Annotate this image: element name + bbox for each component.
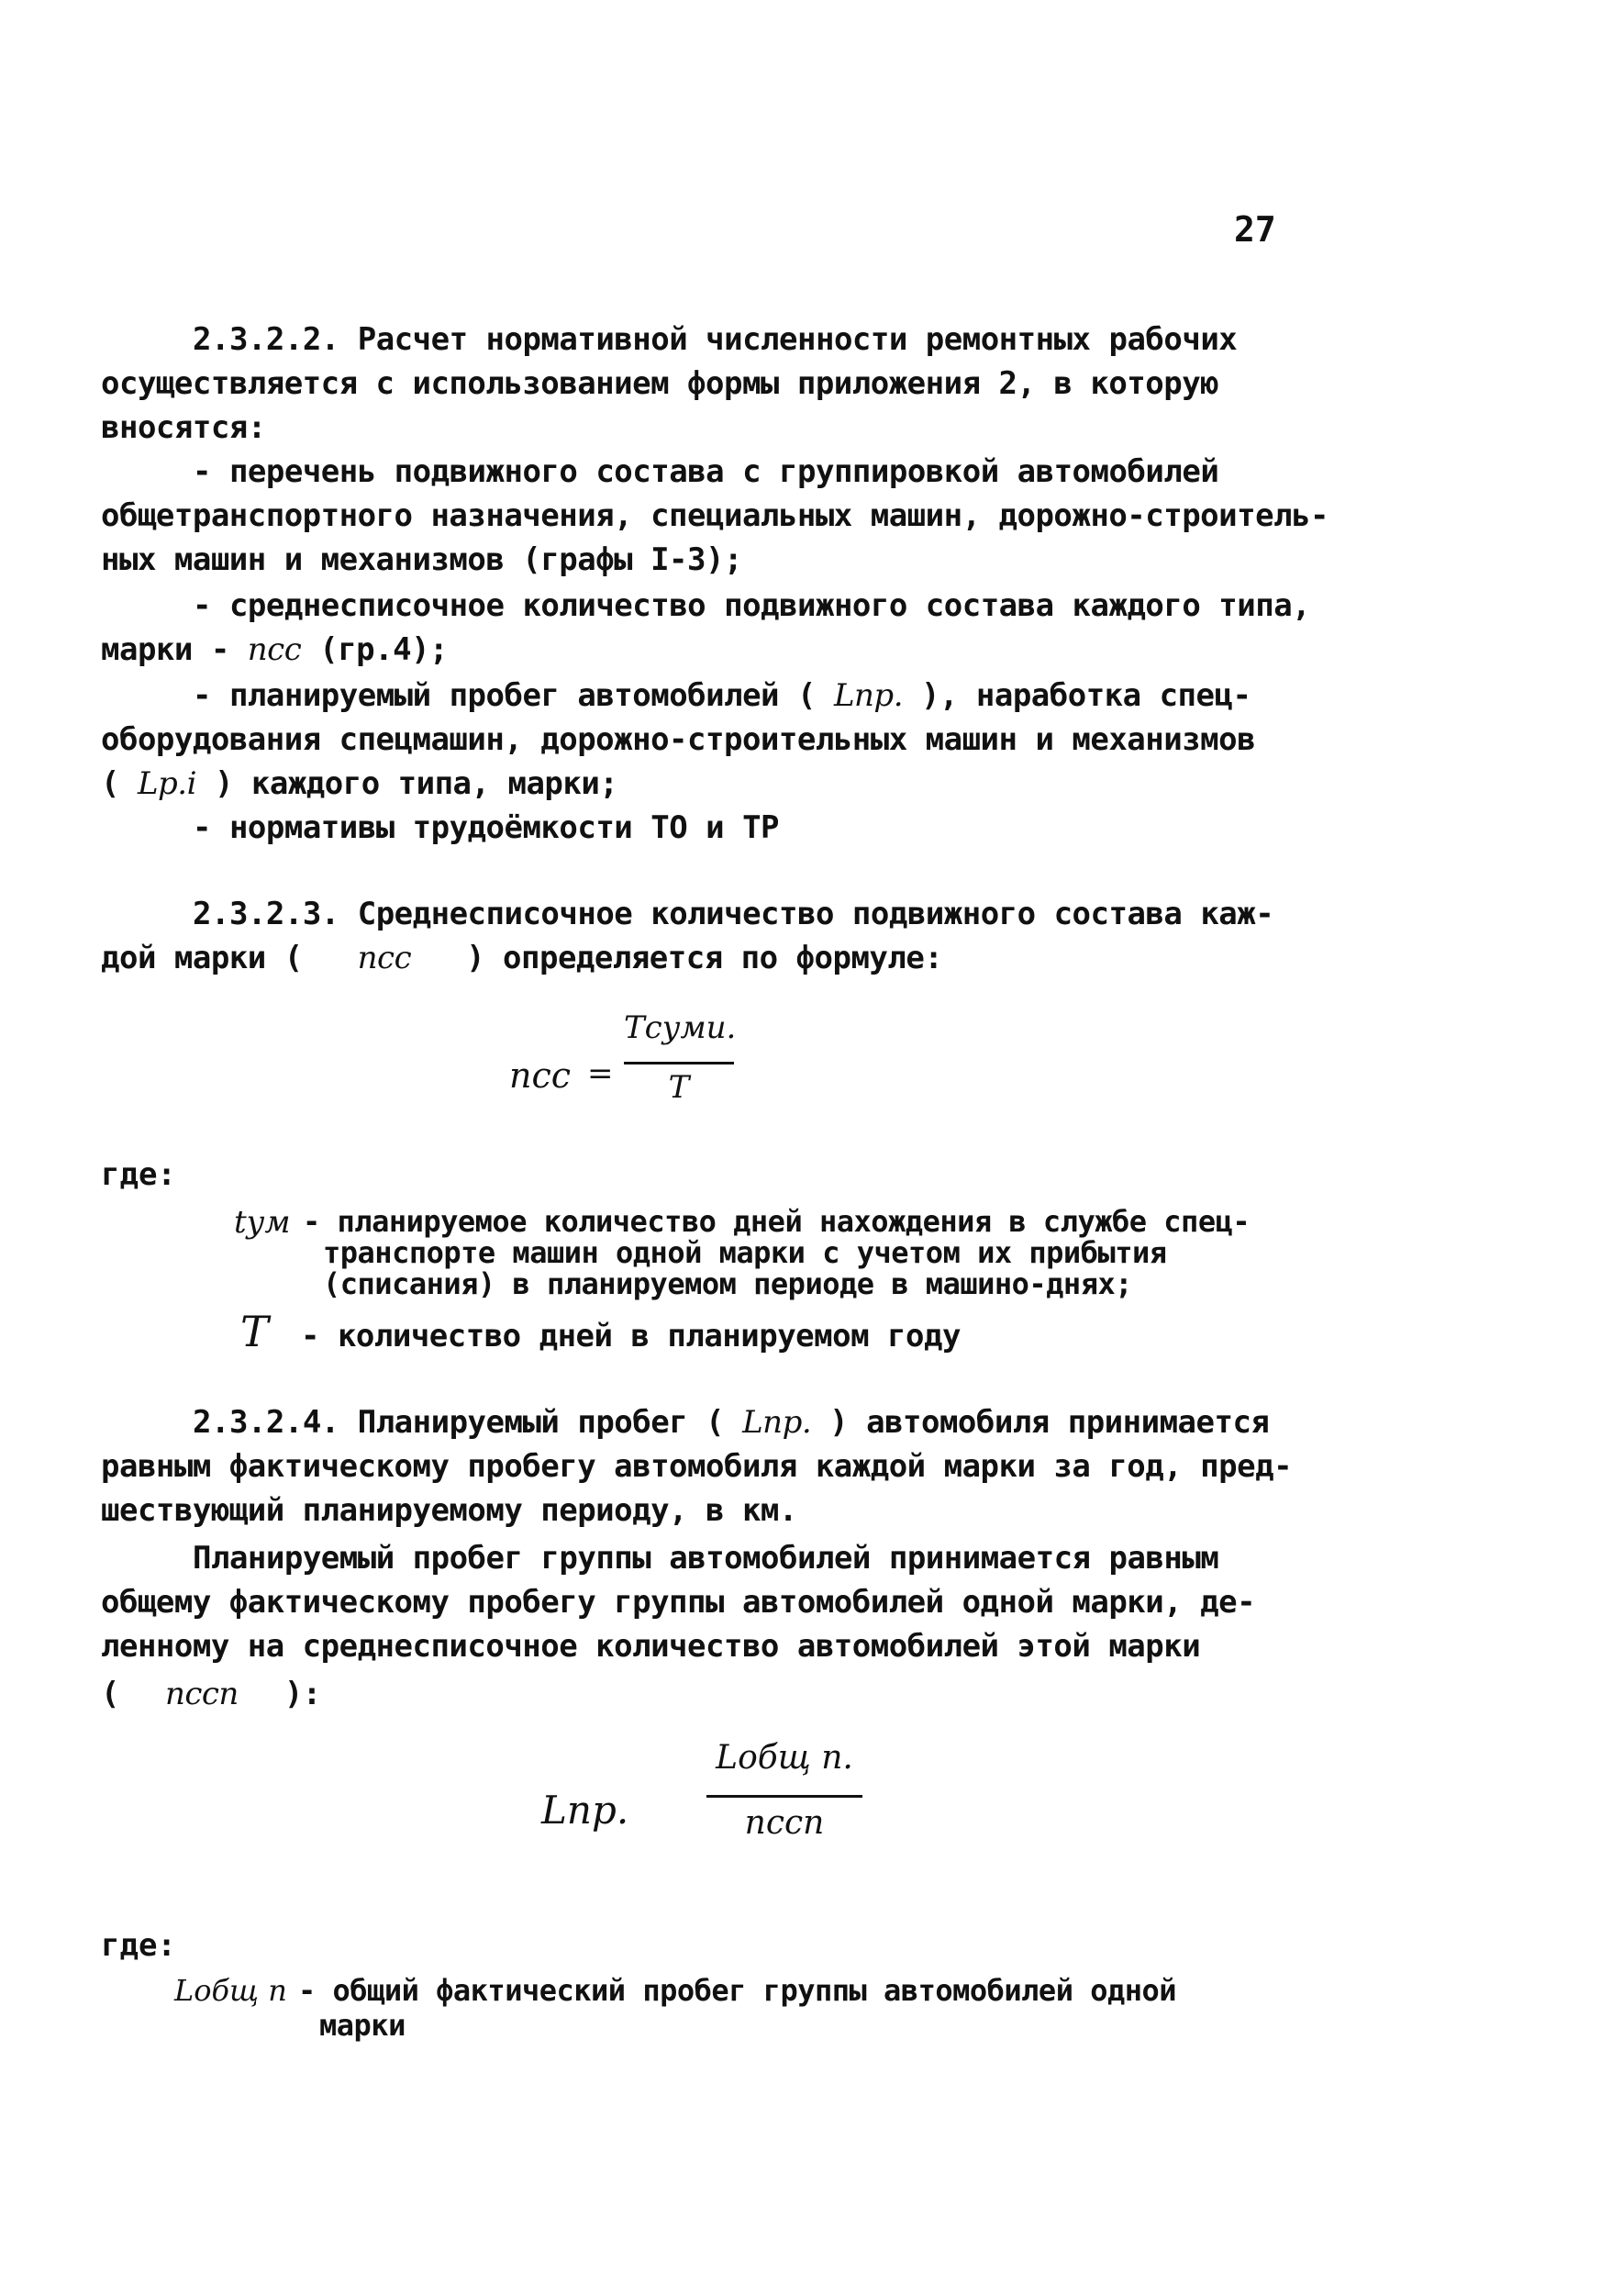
paragraph-line: осуществляется с использованием формы приложения 2, в которую xyxy=(101,365,1219,402)
formula-numerator: Lобщ п. xyxy=(716,1739,853,1777)
formula-numerator: Tсуми. xyxy=(624,1009,737,1046)
paragraph-text: ) определяется по формуле: xyxy=(448,940,943,976)
paragraph-line: вносятся: xyxy=(101,409,266,446)
paragraph-line: общему фактическому пробегу группы автомобилей одной марки, де- xyxy=(101,1584,1256,1621)
where-label: где: xyxy=(101,1156,176,1193)
list-item-text: ), наработка спец- xyxy=(903,677,1251,714)
list-item-text: ( xyxy=(101,765,138,802)
paragraph-line xyxy=(101,940,942,976)
symbol-nccn: nссn xyxy=(164,1676,239,1712)
symbol-ncc: nсс xyxy=(247,631,302,668)
paragraph-line xyxy=(101,1676,321,1712)
definition-symbol: Lобщ п xyxy=(174,1973,287,2008)
paragraph-line: шествующий планируемому периоду, в км. xyxy=(101,1492,797,1529)
symbol-lpr: Lпр. xyxy=(742,1404,812,1441)
definition-text: марки xyxy=(319,2008,406,2043)
definition-text: - общий фактический пробег группы автомобилей одной xyxy=(298,1973,1177,2008)
list-item xyxy=(193,677,1251,714)
paragraph-line: ленному на среднесписочное количество автомобилей этой марки xyxy=(101,1628,1201,1665)
list-item: общетранспортного назначения, специальных машин, дорожно-строитель- xyxy=(101,497,1328,534)
page-number: 27 xyxy=(1234,209,1276,250)
paragraph-line xyxy=(193,1404,1269,1441)
paragraph-line: равным фактическому пробегу автомобиля каждой марки за год, пред- xyxy=(101,1448,1293,1485)
list-item-text: - планируемый пробег автомобилей ( xyxy=(193,677,834,714)
list-item: - среднесписочное количество подвижного состава каждого типа, xyxy=(193,587,1311,624)
definition-text: - планируемое количество дней нахождения в службе спец- xyxy=(303,1204,1251,1239)
definition-symbol: T xyxy=(240,1307,269,1356)
list-item xyxy=(101,631,448,668)
list-item: - нормативы трудоёмкости ТО и ТР xyxy=(193,809,780,846)
formula-denominator: nссn xyxy=(744,1804,825,1842)
symbol-lpi: Lр.i xyxy=(137,765,196,802)
list-item-text: ) каждого типа, марки; xyxy=(195,765,618,802)
list-item xyxy=(101,765,617,802)
definition-text: (списания) в планируемом периоде в машино-днях; xyxy=(323,1266,1132,1301)
paragraph-line: Планируемый пробег группы автомобилей принимается равным xyxy=(193,1540,1219,1577)
formula-equals: = xyxy=(587,1055,614,1092)
where-label: где: xyxy=(101,1927,176,1964)
paragraph-text: ( xyxy=(101,1676,138,1712)
list-item: ных машин и механизмов (графы I-3); xyxy=(101,541,742,578)
definition-text: транспорте машин одной марки с учетом их прибытия xyxy=(323,1235,1167,1270)
list-item-text: (гр.4); xyxy=(301,631,449,668)
symbol-lpr: Lпр. xyxy=(833,677,904,714)
paragraph-text: ): xyxy=(265,1676,321,1712)
formula-lhs: nсс xyxy=(509,1055,572,1096)
fraction-bar xyxy=(624,1062,734,1064)
list-item: оборудования спецмашин, дорожно-строительных машин и механизмов xyxy=(101,721,1256,758)
definition-text: - количество дней в планируемом году xyxy=(301,1318,961,1354)
formula-denominator: T xyxy=(668,1069,690,1106)
paragraph-line: 2.3.2.2. Расчет нормативной численности ремонтных рабочих xyxy=(193,321,1238,358)
formula-lhs: Lпр. xyxy=(541,1788,629,1833)
list-item-text: марки - xyxy=(101,631,248,668)
symbol-ncc: nсс xyxy=(357,940,412,976)
paragraph-text: ) автомобиля принимается xyxy=(811,1404,1270,1441)
fraction-bar xyxy=(706,1795,862,1798)
paragraph-text: 2.3.2.4. Планируемый пробег ( xyxy=(193,1404,743,1441)
definition-symbol: tум xyxy=(234,1204,291,1241)
paragraph-line: 2.3.2.3. Среднесписочное количество подвижного состава каж- xyxy=(193,896,1274,932)
list-item: - перечень подвижного состава с группировкой автомобилей xyxy=(193,453,1219,490)
paragraph-text: дой марки ( xyxy=(101,940,321,976)
